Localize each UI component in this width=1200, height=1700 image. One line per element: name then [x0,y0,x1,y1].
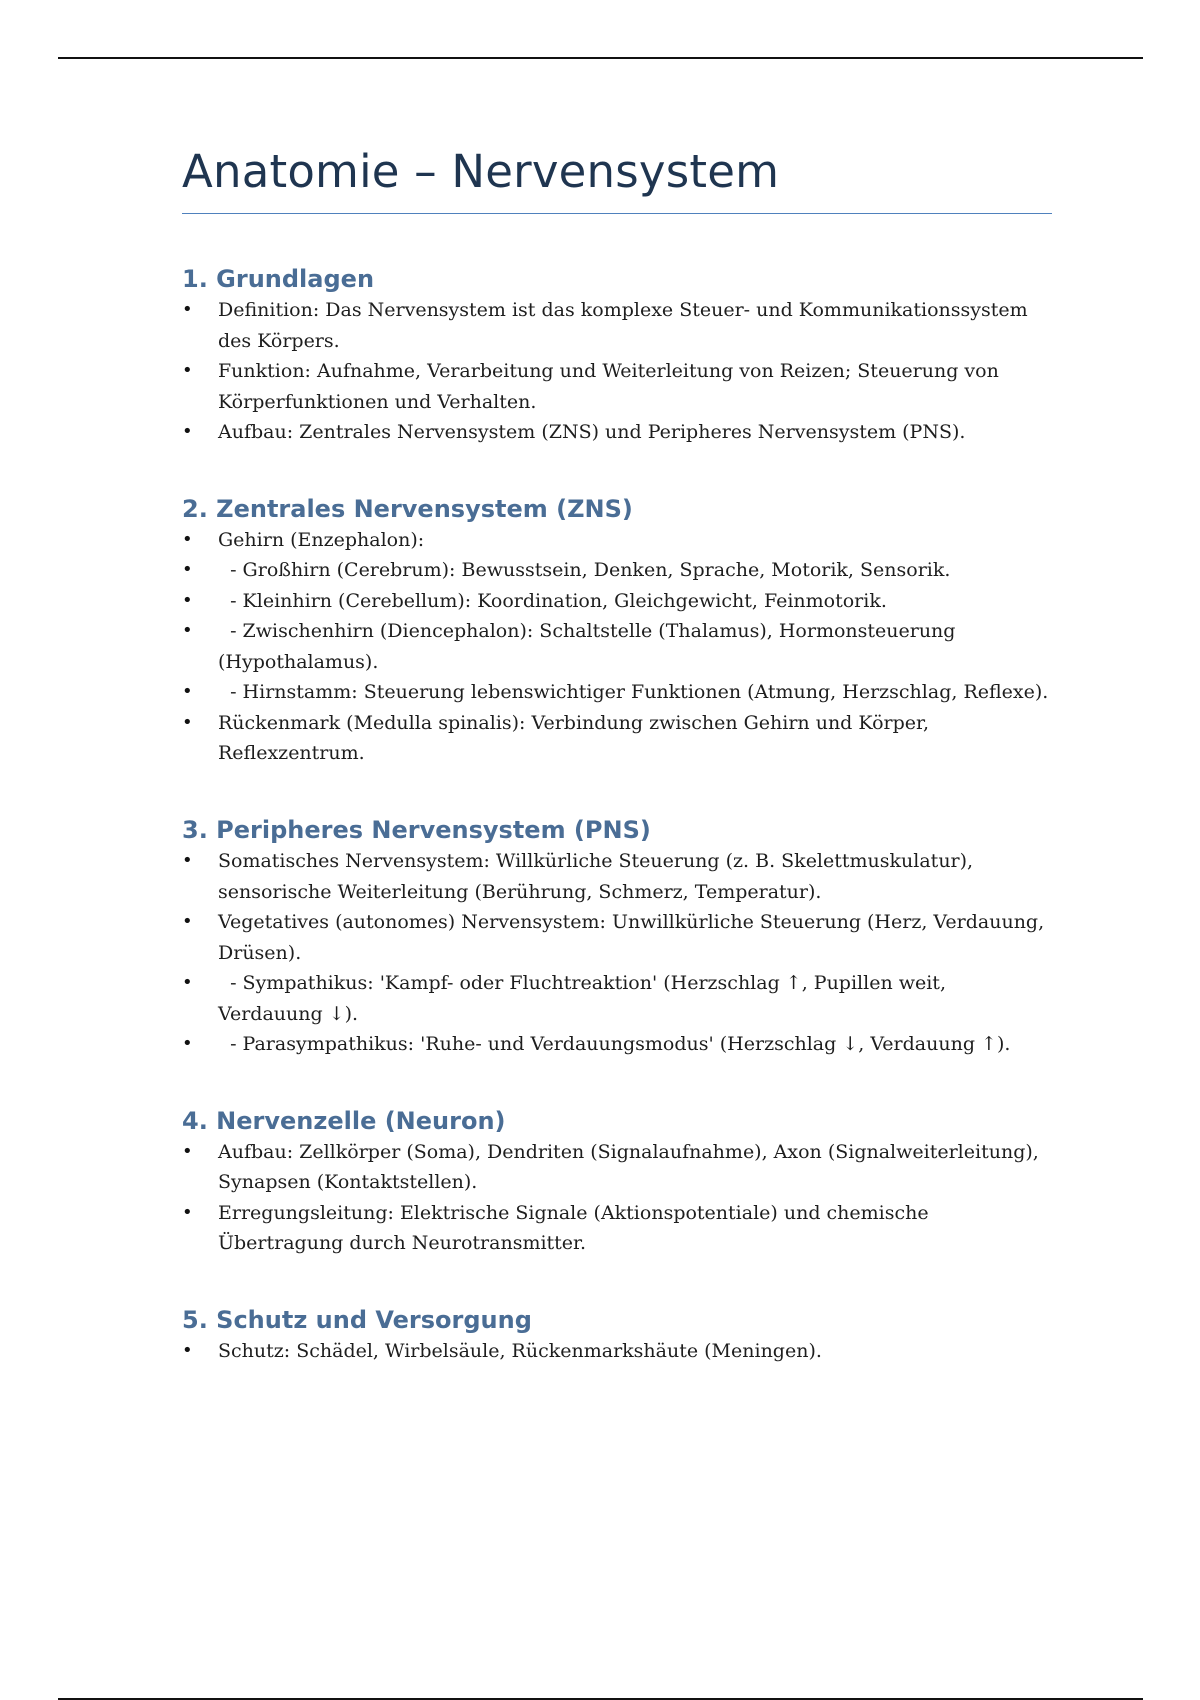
bullet-icon: • [182,681,193,703]
list-item-text: Vegetatives (autonomes) Nervensystem: Unwillkürliche Steuerung (Herz, Verdauung, Drüsen). [218,911,1051,964]
list-item [182,968,1052,1029]
list-item [182,586,1052,617]
list-item-text: - Parasympathikus: 'Ruhe- und Verdauungsmodus' (Herzschlag ↓, Verdauung ↑). [218,1033,1011,1056]
bullet-icon: • [182,911,193,933]
list-item [182,555,1052,586]
list-item [182,616,1052,677]
bullet-icon: • [182,972,193,994]
bullet-icon: • [182,299,193,321]
list-item [182,1029,1052,1060]
bullet-icon: • [182,1201,193,1223]
bullet-icon: • [182,528,193,550]
list-item-text: Definition: Das Nervensystem ist das komplexe Steuer- und Kommunikationssystem des Körpers. [218,299,1028,352]
list-item-text: - Großhirn (Cerebrum): Bewusstsein, Denken, Sprache, Motorik, Sensorik. [218,559,951,582]
section-zns [182,494,1052,769]
section-grundlagen [182,264,1052,448]
list-item-text: Schutz: Schädel, Wirbelsäule, Rückenmarkshäute (Meningen). [218,1339,822,1362]
bullet-icon: • [182,421,193,443]
section-heading: 2. Zentrales Nervensystem (ZNS) [182,494,633,523]
bullet-icon: • [182,360,193,382]
list-item-text: Somatisches Nervensystem: Willkürliche Steuerung (z. B. Skelettmuskulatur), sensorische Weiterleitung (Berührung, Schmerz, Temperatur). [218,850,980,903]
bullet-icon: • [182,559,193,581]
list-item-text: Aufbau: Zentrales Nervensystem (ZNS) und Peripheres Nervensystem (PNS). [218,421,966,444]
list-item [182,295,1052,356]
section-schutz [182,1305,1052,1367]
bullet-icon: • [182,1339,193,1361]
bullet-icon: • [182,1033,193,1055]
section-heading: 4. Nervenzelle (Neuron) [182,1106,506,1135]
list-item [182,1198,1052,1259]
list-item-text: Aufbau: Zellkörper (Soma), Dendriten (Signalaufnahme), Axon (Signalweiterleitung), Synapsen (Kontaktstellen). [218,1140,1039,1194]
bullet-list [182,1336,1052,1367]
bullet-icon: • [182,1140,193,1162]
list-item [182,1137,1052,1198]
list-item-text: Funktion: Aufnahme, Verarbeitung und Weiterleitung von Reizen; Steuerung von Körperfunktionen und Verhalten. [218,360,999,413]
bullet-list [182,525,1052,769]
list-item-text: Gehirn (Enzephalon): [218,528,425,551]
document-body [182,145,1052,1366]
bullet-list [182,295,1052,448]
page-title: Anatomie – Nervensystem [182,145,1052,214]
section-pns [182,815,1052,1060]
bullet-list [182,846,1052,1060]
bullet-icon: • [182,850,193,872]
list-item [182,708,1052,769]
page-top-rule [58,57,1143,59]
list-item-text: Erregungsleitung: Elektrische Signale (Aktionspotentiale) und chemische Übertragung durch Neurotransmitter. [218,1201,929,1255]
section-heading: 3. Peripheres Nervensystem (PNS) [182,815,651,844]
list-item [182,525,1052,556]
list-item [182,677,1052,708]
section-heading: 5. Schutz und Versorgung [182,1305,532,1334]
list-item [182,417,1052,448]
bullet-icon: • [182,711,193,733]
list-item [182,907,1052,968]
list-item [182,356,1052,417]
section-heading: 1. Grundlagen [182,265,375,293]
bullet-icon: • [182,589,193,611]
list-item-text: - Sympathikus: 'Kampf- oder Fluchtreaktion' (Herzschlag ↑, Pupillen weit, Verdauung ↓). [218,972,953,1025]
list-item [182,1336,1052,1367]
list-item-text: Rückenmark (Medulla spinalis): Verbindung zwischen Gehirn und Körper, Reflexzentrum. [218,711,936,765]
list-item-text: - Zwischenhirn (Diencephalon): Schaltstelle (Thalamus), Hormonsteuerung (Hypothalamus). [218,620,962,673]
list-item-text: - Hirnstamm: Steuerung lebenswichtiger Funktionen (Atmung, Herzschlag, Reflexe). [218,681,1049,704]
bullet-icon: • [182,620,193,642]
bullet-list [182,1137,1052,1259]
list-item [182,846,1052,907]
section-neuron [182,1106,1052,1259]
list-item-text: - Kleinhirn (Cerebellum): Koordination, Gleichgewicht, Feinmotorik. [218,589,887,612]
